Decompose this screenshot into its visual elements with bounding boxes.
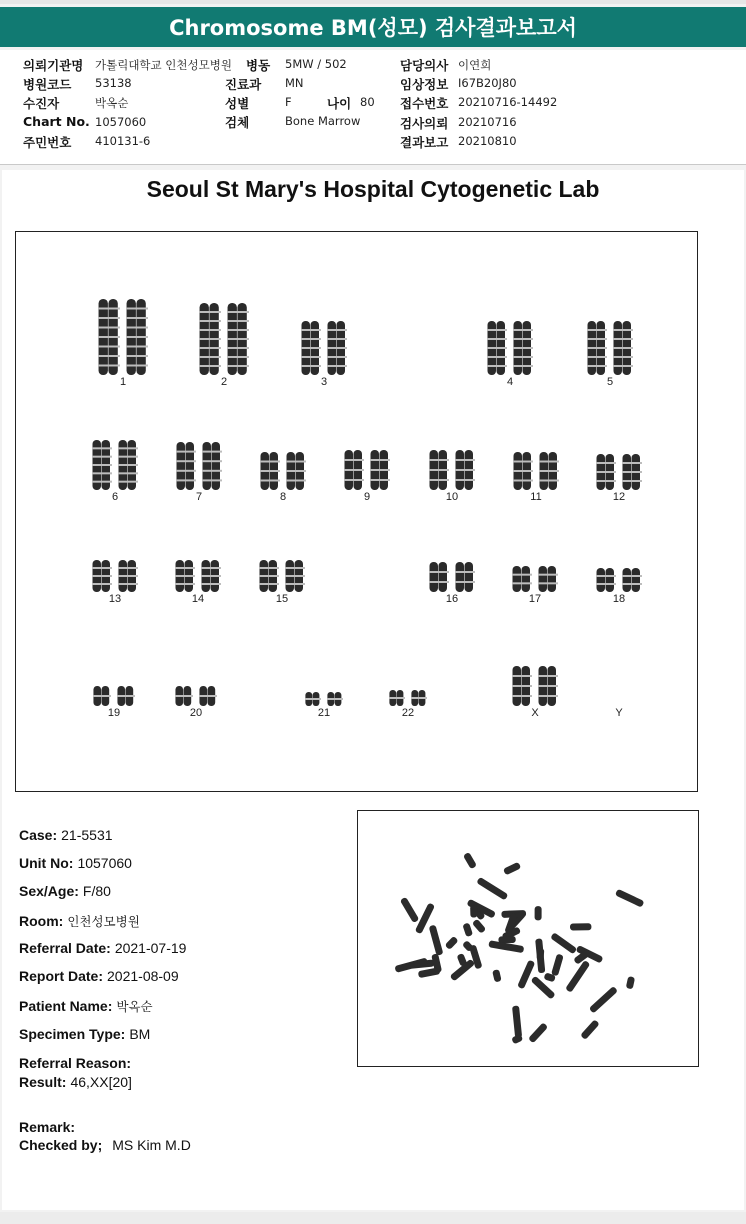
receipt-no-value: 20210716-14492 <box>458 95 558 109</box>
chromosome-label-Y: Y <box>615 707 623 719</box>
department-value: MN <box>285 76 304 90</box>
chromosome-label-13: 13 <box>108 593 122 605</box>
chromosome-pair-6 <box>92 440 138 490</box>
chromosome-pair-14 <box>175 560 221 592</box>
chromosome-pair-5 <box>587 321 633 375</box>
chromosome-pair-15 <box>259 560 305 592</box>
chromosome-label-18: 18 <box>612 593 626 605</box>
checked-by-line <box>19 1137 191 1153</box>
chromosome-label-4: 4 <box>506 376 514 388</box>
chromosome-pair-12 <box>596 454 642 490</box>
patient-value: 박옥순 <box>95 96 129 110</box>
chromosome-label-21: 21 <box>317 707 331 719</box>
patient-label: 수진자 <box>23 96 60 111</box>
patient-name-value: 박옥순 <box>116 999 153 1014</box>
specimen-type-line <box>19 1026 150 1042</box>
receipt-no-label: 접수번호 <box>400 96 449 111</box>
chromosome-pair-16 <box>429 562 475 592</box>
chromosome-label-22: 22 <box>401 707 415 719</box>
chromosome-pair-20 <box>175 686 217 706</box>
chromosome-pair-10 <box>429 450 475 490</box>
checked-by-value: MS Kim M.D <box>112 1137 191 1153</box>
request-date-label: 검사의뢰 <box>400 116 449 131</box>
case-value: 21-5531 <box>61 827 113 843</box>
chromosome-label-7: 7 <box>195 491 203 503</box>
result-value: 46,XX[20] <box>70 1074 132 1090</box>
sex-label: 성별 <box>225 96 250 111</box>
chromosome-pair-7 <box>176 442 222 490</box>
chromosome-pair-X <box>512 666 558 706</box>
referral-reason-label: Referral Reason: <box>19 1055 132 1071</box>
chromosome-pair-22 <box>389 690 427 706</box>
sexage-line <box>19 883 111 899</box>
physician-label: 담당의사 <box>400 58 449 73</box>
patient-name-label: Patient Name: <box>19 998 113 1014</box>
referral-reason-line <box>19 1055 135 1071</box>
chromosome-label-9: 9 <box>363 491 371 503</box>
result-line <box>19 1074 132 1090</box>
patient-info-panel <box>0 50 746 165</box>
room-line <box>19 912 140 930</box>
unit-line <box>19 855 132 871</box>
department-label: 진료과 <box>225 77 262 92</box>
sexage-label: Sex/Age: <box>19 883 79 899</box>
metaphase-panel <box>357 810 699 1067</box>
metaphase-spread-image <box>358 811 700 1068</box>
referral-date-line <box>19 940 186 956</box>
hospital-code-label: 병원코드 <box>23 77 72 92</box>
report-date-line <box>19 968 179 984</box>
chromosome-label-X: X <box>531 707 539 719</box>
chromosome-label-12: 12 <box>612 491 626 503</box>
result-label: Result: <box>19 1074 67 1090</box>
report-date-value: 20210810 <box>458 134 517 148</box>
chromosome-label-1: 1 <box>119 376 127 388</box>
chromosome-pair-21 <box>305 692 343 706</box>
chromosome-pair-4 <box>487 321 533 375</box>
ward-label: 병동 <box>246 58 271 73</box>
case-line <box>19 827 113 843</box>
referral-date-label: Referral Date: <box>19 940 111 956</box>
chart-no-value: 1057060 <box>95 115 147 129</box>
chromosome-label-15: 15 <box>275 593 289 605</box>
chromosome-pair-18 <box>596 568 642 592</box>
institution-value: 가톨릭대학교 인천성모병원 <box>95 58 232 72</box>
checked-by-label: Checked by; <box>19 1137 103 1153</box>
chromosome-pair-13 <box>92 560 138 592</box>
age-value: 80 <box>360 95 375 109</box>
age-label: 나이 <box>327 96 352 111</box>
chromosome-pair-2 <box>199 303 249 375</box>
report-date-value-2: 2021-08-09 <box>107 968 179 984</box>
report-sheet <box>2 170 744 1210</box>
chromosome-label-10: 10 <box>445 491 459 503</box>
specimen-label: 검체 <box>225 115 250 130</box>
chromosome-pair-19 <box>93 686 135 706</box>
request-date-value: 20210716 <box>458 115 517 129</box>
hospital-code-value: 53138 <box>95 76 132 90</box>
chromosome-pair-17 <box>512 566 558 592</box>
chromosome-label-8: 8 <box>279 491 287 503</box>
chromosome-label-11: 11 <box>530 491 542 503</box>
specimen-value: Bone Marrow <box>285 114 361 128</box>
patient-name-line <box>19 997 153 1015</box>
institution-label: 의뢰기관명 <box>23 58 84 73</box>
chromosome-label-17: 17 <box>528 593 542 605</box>
resident-no-label: 주민번호 <box>23 135 72 150</box>
remark-line <box>19 1119 79 1135</box>
remark-label: Remark: <box>19 1119 76 1135</box>
chart-no-label: Chart No. <box>23 114 90 129</box>
chromosome-label-5: 5 <box>606 376 614 388</box>
lab-title: Seoul St Mary's Hospital Cytogenetic Lab <box>146 176 600 202</box>
unit-value: 1057060 <box>77 855 132 871</box>
case-label: Case: <box>19 827 58 843</box>
metaphase-chromosomes <box>394 852 644 1044</box>
ward-value: 5MW / 502 <box>285 57 347 71</box>
resident-no-value: 410131-6 <box>95 134 151 148</box>
chromosome-pair-11 <box>513 452 559 490</box>
chromosome-label-2: 2 <box>220 376 228 388</box>
chromosome-pair-8 <box>260 452 306 490</box>
karyogram-panel <box>15 231 698 792</box>
report-title: Chromosome BM(성모) 검사결과보고서 <box>0 7 746 47</box>
report-date-label-2: Report Date: <box>19 968 104 984</box>
clinical-info-label: 임상정보 <box>400 77 449 92</box>
chromosome-label-16: 16 <box>445 593 459 605</box>
physician-value: 이연희 <box>458 58 492 72</box>
chromosome-label-6: 6 <box>111 491 119 503</box>
chromosome-pair-9 <box>344 450 390 490</box>
specimen-type-label: Specimen Type: <box>19 1026 126 1042</box>
sexage-value: F/80 <box>82 883 111 899</box>
specimen-type-value: BM <box>129 1026 151 1042</box>
chromosome-label-14: 14 <box>191 593 205 605</box>
chromosome-label-3: 3 <box>320 376 328 388</box>
karyogram-image <box>16 232 699 793</box>
chromosome-pair-3 <box>301 321 347 375</box>
referral-date-value: 2021-07-19 <box>114 940 187 956</box>
clinical-info-value: I67B20J80 <box>458 76 517 90</box>
sex-value: F <box>285 95 292 109</box>
top-divider <box>0 0 746 4</box>
chromosome-pair-1 <box>98 299 148 375</box>
room-value: 인천성모병원 <box>67 914 140 929</box>
chromosome-label-20: 20 <box>189 707 203 719</box>
chromosome-label-19: 19 <box>107 707 121 719</box>
bottom-divider <box>0 1212 746 1224</box>
report-date-label: 결과보고 <box>400 135 449 150</box>
room-label: Room: <box>19 913 64 929</box>
unit-label: Unit No: <box>19 855 74 871</box>
